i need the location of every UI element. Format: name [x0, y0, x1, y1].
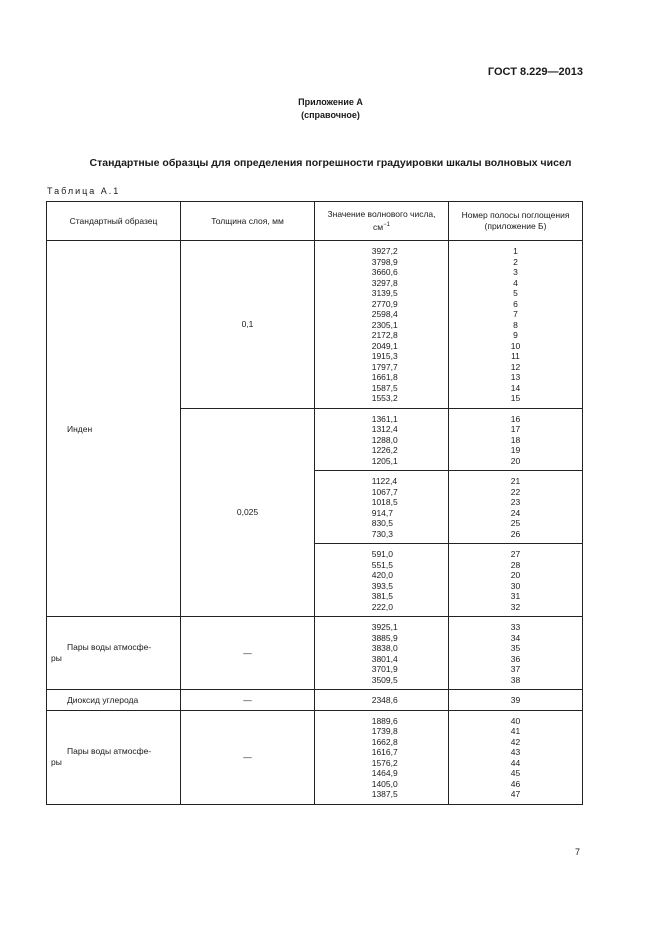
wavenumber-value: 3925,1 — [371, 622, 398, 632]
document-code: ГОСТ 8.229—2013 — [487, 66, 583, 78]
band-number-value: 11 — [511, 351, 520, 361]
band-number-value: 21 — [510, 476, 521, 486]
wavenumber-value: 1661,8 — [371, 372, 398, 382]
thickness-cell: — — [181, 617, 315, 690]
wavenumber-value: 1387,5 — [371, 789, 398, 799]
wavenumber-cell — [315, 544, 449, 617]
table-row — [47, 690, 583, 711]
band-number-value: 18 — [510, 434, 521, 445]
band-number-value: 17 — [510, 424, 521, 434]
band-number-value: 7 — [513, 309, 518, 319]
band-number-value: 38 — [510, 674, 521, 685]
band-number-value: 22 — [510, 486, 521, 497]
wavenumber-value: 3297,8 — [371, 277, 398, 288]
band-number-value: 5 — [513, 288, 518, 298]
wavenumber-value: 2049,1 — [371, 340, 398, 351]
sample-co2: Диоксид углерода — [47, 690, 181, 711]
wavenumber-value: 730,3 — [371, 528, 393, 539]
wavenumber-value: 1288,0 — [371, 434, 398, 445]
thickness-cell: 0,1 — [181, 241, 315, 409]
wavenumber-value: 3798,9 — [371, 256, 398, 267]
band-number-value: 25 — [510, 518, 521, 528]
band-number-cell — [449, 690, 583, 711]
wavenumber-value: 2348,6 — [371, 695, 398, 705]
band-number-value: 32 — [510, 601, 521, 612]
table-header-row — [47, 202, 583, 241]
wavenumber-cell — [315, 471, 449, 544]
wavenumber-value: 3139,5 — [371, 288, 398, 298]
band-number-value: 35 — [510, 643, 521, 653]
band-number-value: 20 — [510, 570, 521, 580]
wavenumber-value: 2598,4 — [371, 309, 398, 319]
wavenumber-value: 1616,7 — [371, 747, 398, 757]
band-number-value: 44 — [510, 757, 521, 768]
wavenumber-value: 3838,0 — [371, 643, 398, 653]
band-number-value: 2 — [513, 256, 518, 267]
table-row — [47, 617, 583, 690]
header-band-number — [449, 202, 583, 241]
sample-inden: Инден — [47, 241, 181, 617]
band-number-value: 28 — [510, 559, 521, 570]
header-wavenumber-unit: см — [373, 221, 384, 232]
table-caption: Таблица А.1 — [47, 186, 121, 196]
band-number-value: 13 — [510, 372, 521, 382]
wavenumber-value: 3509,5 — [371, 674, 398, 685]
wavenumber-value: 222,0 — [371, 601, 393, 612]
wavenumber-value: 1205,1 — [371, 455, 398, 466]
band-number-value: 47 — [510, 789, 521, 799]
band-number-cell — [449, 471, 583, 544]
wavenumber-value: 2172,8 — [371, 330, 398, 340]
wavenumber-value: 1312,4 — [371, 424, 398, 434]
band-number-value: 34 — [510, 632, 521, 643]
wavenumber-value: 1361,1 — [371, 413, 398, 424]
band-number-cell — [449, 710, 583, 804]
band-number-value: 41 — [510, 726, 521, 736]
wavenumber-value: 830,5 — [371, 518, 393, 528]
band-number-value: 8 — [513, 319, 518, 330]
wavenumber-cell — [315, 408, 449, 471]
band-number-value: 26 — [510, 528, 521, 539]
wavenumber-value: 1739,8 — [371, 726, 398, 736]
band-number-value: 16 — [510, 413, 521, 424]
wavenumber-value: 551,5 — [371, 559, 393, 570]
band-number-value: 20 — [510, 455, 521, 466]
wavenumber-value: 1122,4 — [371, 476, 398, 486]
header-sample: Стандартный образец — [47, 202, 181, 241]
header-band-line1: Номер полосы поглощения — [461, 210, 570, 220]
band-number-value: 45 — [510, 768, 521, 778]
wavenumber-cell — [315, 241, 449, 409]
sample-name-line2: ры — [51, 653, 62, 663]
wavenumber-value: 1405,0 — [371, 778, 398, 789]
band-number-value: 12 — [510, 361, 521, 372]
document-title: Стандартные образцы для определения погрешности градуировки шкалы волновых чисел — [89, 157, 572, 169]
band-number-value: 40 — [510, 715, 521, 726]
band-number-value: 9 — [513, 330, 518, 340]
wavenumber-value: 3660,6 — [371, 267, 398, 277]
table-row — [47, 710, 583, 804]
wavenumber-value: 1553,2 — [371, 393, 398, 403]
wavenumber-value: 1889,6 — [371, 715, 398, 726]
band-number-value: 27 — [510, 549, 521, 559]
thickness-cell: — — [181, 690, 315, 711]
wavenumber-value: 420,0 — [371, 570, 393, 580]
band-number-value: 4 — [513, 277, 518, 288]
wavenumber-value: 591,0 — [371, 549, 393, 559]
band-number-value: 10 — [510, 340, 521, 351]
band-number-value: 19 — [510, 445, 521, 455]
header-thickness: Толщина слоя, мм — [181, 202, 315, 241]
thickness-cell: — — [181, 710, 315, 804]
band-number-value: 33 — [510, 622, 521, 632]
band-number-value: 46 — [510, 778, 521, 789]
wavenumber-cell — [315, 617, 449, 690]
wavenumber-cell — [315, 690, 449, 711]
sample-water-vapor — [47, 617, 181, 690]
band-number-value: 43 — [510, 747, 521, 757]
band-number-cell — [449, 544, 583, 617]
band-number-value: 23 — [510, 497, 521, 507]
wavenumber-value: 393,5 — [371, 580, 393, 591]
header-wavenumber-text: Значение волнового числа, — [327, 209, 436, 220]
band-number-value: 31 — [510, 591, 521, 601]
band-number-value: 36 — [510, 653, 521, 664]
wavenumber-value: 1067,7 — [371, 486, 398, 497]
band-number-value: 3 — [513, 267, 518, 277]
thickness-cell: 0,025 — [181, 408, 315, 617]
band-number-cell — [449, 241, 583, 409]
wavenumber-value: 1915,3 — [371, 351, 398, 361]
wavenumber-value: 381,5 — [371, 591, 393, 601]
header-wavenumber — [315, 202, 449, 241]
wavenumber-value: 3927,2 — [371, 246, 398, 256]
wavenumber-value: 3701,9 — [371, 664, 398, 674]
sample-name-line1: Пары воды атмосфе- — [67, 642, 152, 652]
wavenumber-value: 3885,9 — [371, 632, 398, 643]
wavenumber-value: 914,7 — [371, 507, 393, 518]
sample-name-line2: ры — [51, 757, 62, 767]
data-table — [46, 201, 583, 805]
wavenumber-value: 2770,9 — [371, 298, 398, 309]
wavenumber-value: 3801,4 — [371, 653, 398, 664]
band-number-value: 6 — [513, 298, 518, 309]
band-number-cell — [449, 617, 583, 690]
wavenumber-value: 2305,1 — [371, 319, 398, 330]
header-band-line2: (приложение Б) — [484, 221, 547, 231]
band-number-value: 39 — [510, 695, 521, 705]
wavenumber-value: 1464,9 — [371, 768, 398, 778]
band-number-value: 14 — [510, 382, 521, 393]
band-number-value: 1 — [513, 246, 518, 256]
band-number-value: 15 — [510, 393, 521, 403]
band-number-cell — [449, 408, 583, 471]
wavenumber-value: 1587,5 — [371, 382, 398, 393]
wavenumber-value: 1662,8 — [371, 736, 398, 747]
annex-title: Приложение А — [298, 97, 363, 107]
band-number-value: 24 — [510, 507, 521, 518]
sample-water-vapor — [47, 710, 181, 804]
band-number-value: 37 — [510, 664, 521, 674]
wavenumber-cell — [315, 710, 449, 804]
page-number: 7 — [574, 847, 580, 857]
annex-subtitle: (справочное) — [301, 110, 360, 120]
table-row — [47, 241, 583, 409]
header-wavenumber-exponent: −1 — [383, 222, 390, 229]
band-number-value: 30 — [510, 580, 521, 591]
sample-name-line1: Пары воды атмосфе- — [67, 746, 152, 756]
band-number-value: 42 — [510, 736, 521, 747]
wavenumber-value: 1576,2 — [371, 757, 398, 768]
wavenumber-value: 1797,7 — [371, 361, 398, 372]
wavenumber-value: 1018,5 — [371, 497, 398, 507]
wavenumber-value: 1226,2 — [371, 445, 398, 455]
annex-heading — [0, 96, 661, 122]
